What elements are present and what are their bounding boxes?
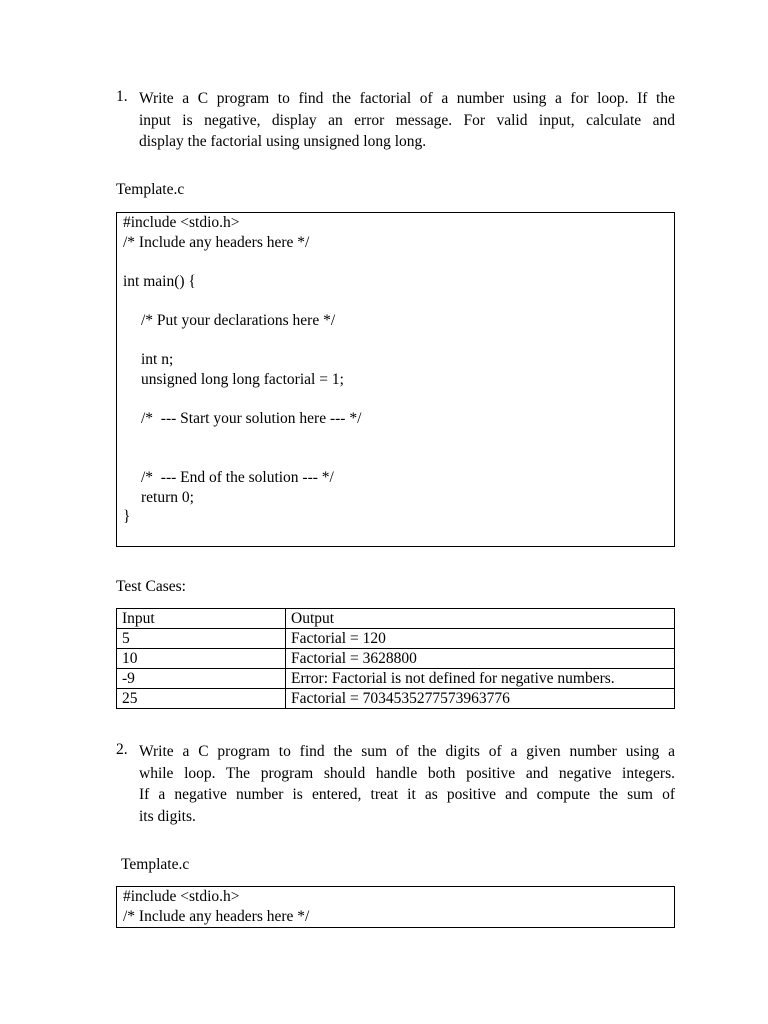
table-cell: Factorial = 3628800 [286, 649, 675, 669]
test-cases-label: Test Cases: [116, 578, 186, 595]
test-cases-table [116, 608, 675, 709]
question-1-line: input is negative, display an error message. For valid input, calculate and [139, 111, 675, 129]
question-1-line: Write a C program to find the factorial of a number using a for loop. If the [139, 90, 675, 107]
code-line: #include <stdio.h> [123, 888, 240, 905]
code-template-box-2 [116, 886, 675, 928]
table-cell: Factorial = 7034535277573963776 [286, 689, 675, 709]
code-line: /* Include any headers here */ [123, 234, 310, 251]
code-line: } [123, 508, 131, 525]
question-1-number: 1. [116, 88, 128, 105]
table-cell: 25 [117, 689, 286, 709]
table-row [117, 649, 675, 669]
question-2-line: while loop. The program should handle both positive and negative integers. [139, 764, 675, 782]
code-line: #include <stdio.h> [123, 214, 240, 231]
table-cell: 5 [117, 629, 286, 649]
table-row [117, 689, 675, 709]
question-1-line: display the factorial using unsigned long long. [139, 133, 427, 150]
table-header-output: Output [286, 609, 675, 629]
table-row [117, 629, 675, 649]
table-cell: -9 [117, 669, 286, 689]
code-line: int main() { [123, 273, 196, 290]
code-template-box [116, 212, 675, 547]
table-header-input: Input [117, 609, 286, 629]
template-label-2: Template.c [121, 856, 190, 873]
question-2-line: Write a C program to find the sum of the digits of a given number using a [139, 743, 675, 760]
table-cell: Error: Factorial is not defined for negative numbers. [286, 669, 675, 689]
question-1-text [139, 88, 675, 153]
question-2-line: If a negative number is entered, treat it as positive and compute the sum of [139, 786, 675, 803]
table-row [117, 669, 675, 689]
code-line: return 0; [141, 489, 194, 506]
code-line: /* Put your declarations here */ [141, 312, 336, 329]
code-line: int n; [141, 351, 174, 368]
table-header-row [117, 609, 675, 629]
question-2-text [139, 741, 675, 827]
code-line: /* --- End of the solution --- */ [141, 469, 334, 486]
table-cell: 10 [117, 649, 286, 669]
template-label: Template.c [116, 181, 185, 198]
code-line: /* Include any headers here */ [123, 908, 310, 925]
question-2-line: its digits. [139, 807, 196, 825]
table-cell: Factorial = 120 [286, 629, 675, 649]
code-line: /* --- Start your solution here --- */ [141, 410, 362, 427]
code-line: unsigned long long factorial = 1; [141, 371, 344, 388]
question-2-number: 2. [116, 741, 128, 758]
